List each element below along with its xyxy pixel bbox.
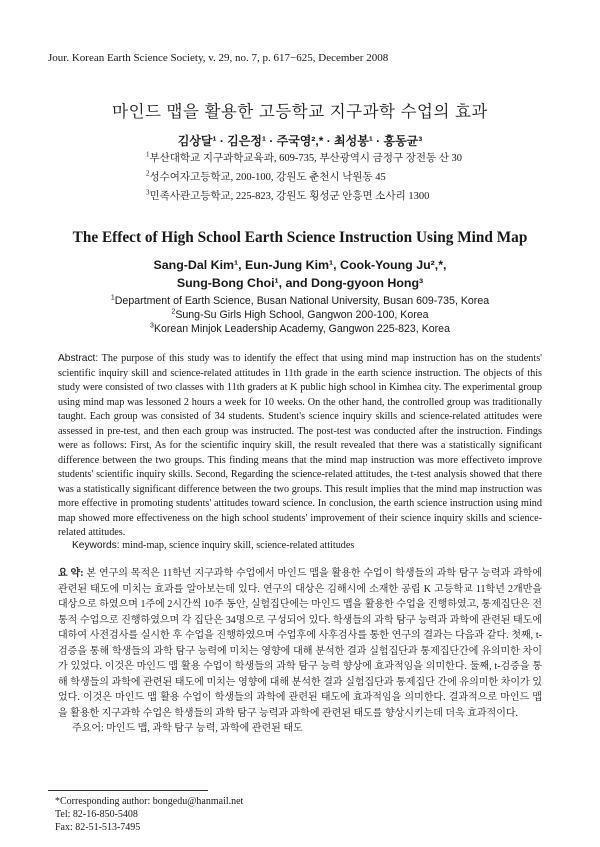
korean-affiliation-3: $^3$민족사관고등학교, 225-823, 강원도 횡성군 안흥면 소사리 1300 <box>146 188 430 202</box>
english-authors-line2: Sung-Bong Choi¹, and Dong-gyoon Hong³ <box>176 276 424 290</box>
journal-citation: Jour. Korean Earth Science Society, v. 29, no. 7, p. 617−625, December 2008 <box>48 52 389 64</box>
telephone: Tel: 82-16-850-5408 <box>55 809 138 820</box>
fax: Fax: 82-51-513-7495 <box>55 822 141 833</box>
keywords-label: Keywords: <box>72 540 120 551</box>
korean-abstract-text: 본 연구의 목적은 11학년 지구과학 수업에서 마인드 맵을 활용한 수업이 학생들의 과학 탐구 능력과 과학에 관련된 태도에 미치는 효과를 알아보는데 있다. 연구의 대상은 김해시에 소재한 공립 K 고등학교 11학년 2개반을 대상으로 하였으며 1주에 2시간씩 10주 동안, 실험집단에는 마인드 맵을 활용한 수업을 진행하였고, 통제집단은 전통적 수업으로 진행하였으며 각 집단은 34명으로 구성되어 있다. 학생들의 과학 탐구 능력과 과학에 관련된 태도에 대하여 사전검사를 실시한 후 수업을 진행하였으며 수업후에 사후검사를 통한 연구의 결과는 다음과 같다. 첫째, t-검증을 통해 학생들의 과학 탐구 능력에 미치는 영향에 대해 분석한 결과 실험집단과 통제집단간에 유의미한 차이가 있었다. 이것은 마인드 맵 활용 수업이 학생들의 과학 탐구 능력 향상에 효과적임을 의미한다. 둘째, t-검증을 통해 학생들의 과학에 관련된 태도에 미치는 영향에 대해 분석한 결과 실험집단과 통제집단 간에 유의미한 차이가 있었다. 이것은 마인드 맵 활용 수업이 학생들의 과학에 관련된 태도에 효과적임을 의미한다. 결과적으로 마인드 맵을 활용한 지구과학 수업은 학생들의 과학 탐구 능력과 과학에 관련된 태도를 향상시키는데 더욱 효과적이다. <box>58 568 542 719</box>
corresponding-author: *Corresponding author: bongedu@hanmail.net <box>55 796 244 807</box>
footnote-divider <box>48 790 208 791</box>
korean-affiliation-2: $^2$성수여자고등학교, 200-100, 강원도 춘천시 낙원동 45 <box>146 169 386 183</box>
english-abstract <box>58 352 542 541</box>
korean-authors: 김상달¹ · 김은정¹ · 주국영²,* · 최성봉¹ · 홍동균³ <box>177 134 423 148</box>
korean-affiliation-1: $^1$부산대학교 지구과학교육과, 609-735, 부산광역시 금정구 장전동 산 30 <box>146 150 463 164</box>
korean-keywords: 주요어: 마인드 맵, 과학 탐구 능력, 과학에 관련된 태도 <box>72 723 303 734</box>
korean-abstract-label: 요 약: <box>58 568 84 579</box>
korean-abstract <box>58 566 542 721</box>
keywords-text: mind-map, science inquiry skill, science-related attitudes <box>122 540 355 551</box>
abstract-label: Abstract: <box>58 353 99 364</box>
english-authors-line1: Sang-Dal Kim¹, Eun-Jung Kim¹, Cook-Young Ju²,*, <box>153 258 447 272</box>
english-affiliation-1: $^1$Department of Earth Science, Busan National University, Busan 609-735, Korea <box>110 294 490 307</box>
abstract-text: The purpose of this study was to identify the effect that using mind map instruction has on the students' scientific inquiry skill and science-related attitudes in 11th grade in the earth science instruction. The objects of this study were consisted of two classes with 11th graders at K public high school in Kimhea city. The experimental group using mind map was lessoned 2 hours a week for 10 weeks. On the other hand, the controlled group was traditionally taught. Each group was consisted of 34 students. Student's science inquiry skills and science-related attitudes were assessed in pre-test, and then each group was instructed. The post-test was conducted after the instruction. Findings were as follows: First, As for the scientific inquiry skill, the result revealed that there was a statistically significant difference between the two groups. This finding means that the mind map instruction was more effectiveto improve students' scientific inquiry skills. Second, Regarding the science-related attitudes, the t-test analysis showed that there was a statistically significant difference between the two groups. This result implies that the mind map instruction was more effective in promoting students' attitudes toward science. In conclusion, the earth science instruction using mind map showed more effectiveness on the high school students' improvement of their science inquiry skills and science-related attitudes. <box>58 353 542 538</box>
korean-title: 마인드 맵을 활용한 고등학교 지구과학 수업의 효과 <box>112 103 488 121</box>
english-title: The Effect of High School Earth Science Instruction Using Mind Map <box>72 229 528 246</box>
english-keywords <box>72 540 542 551</box>
english-affiliation-2: $^2$Sung-Su Girls High School, Gangwon 200-100, Korea <box>171 308 429 321</box>
english-affiliation-3: $^3$Korean Minjok Leadership Academy, Gangwon 225-823, Korea <box>150 322 450 335</box>
